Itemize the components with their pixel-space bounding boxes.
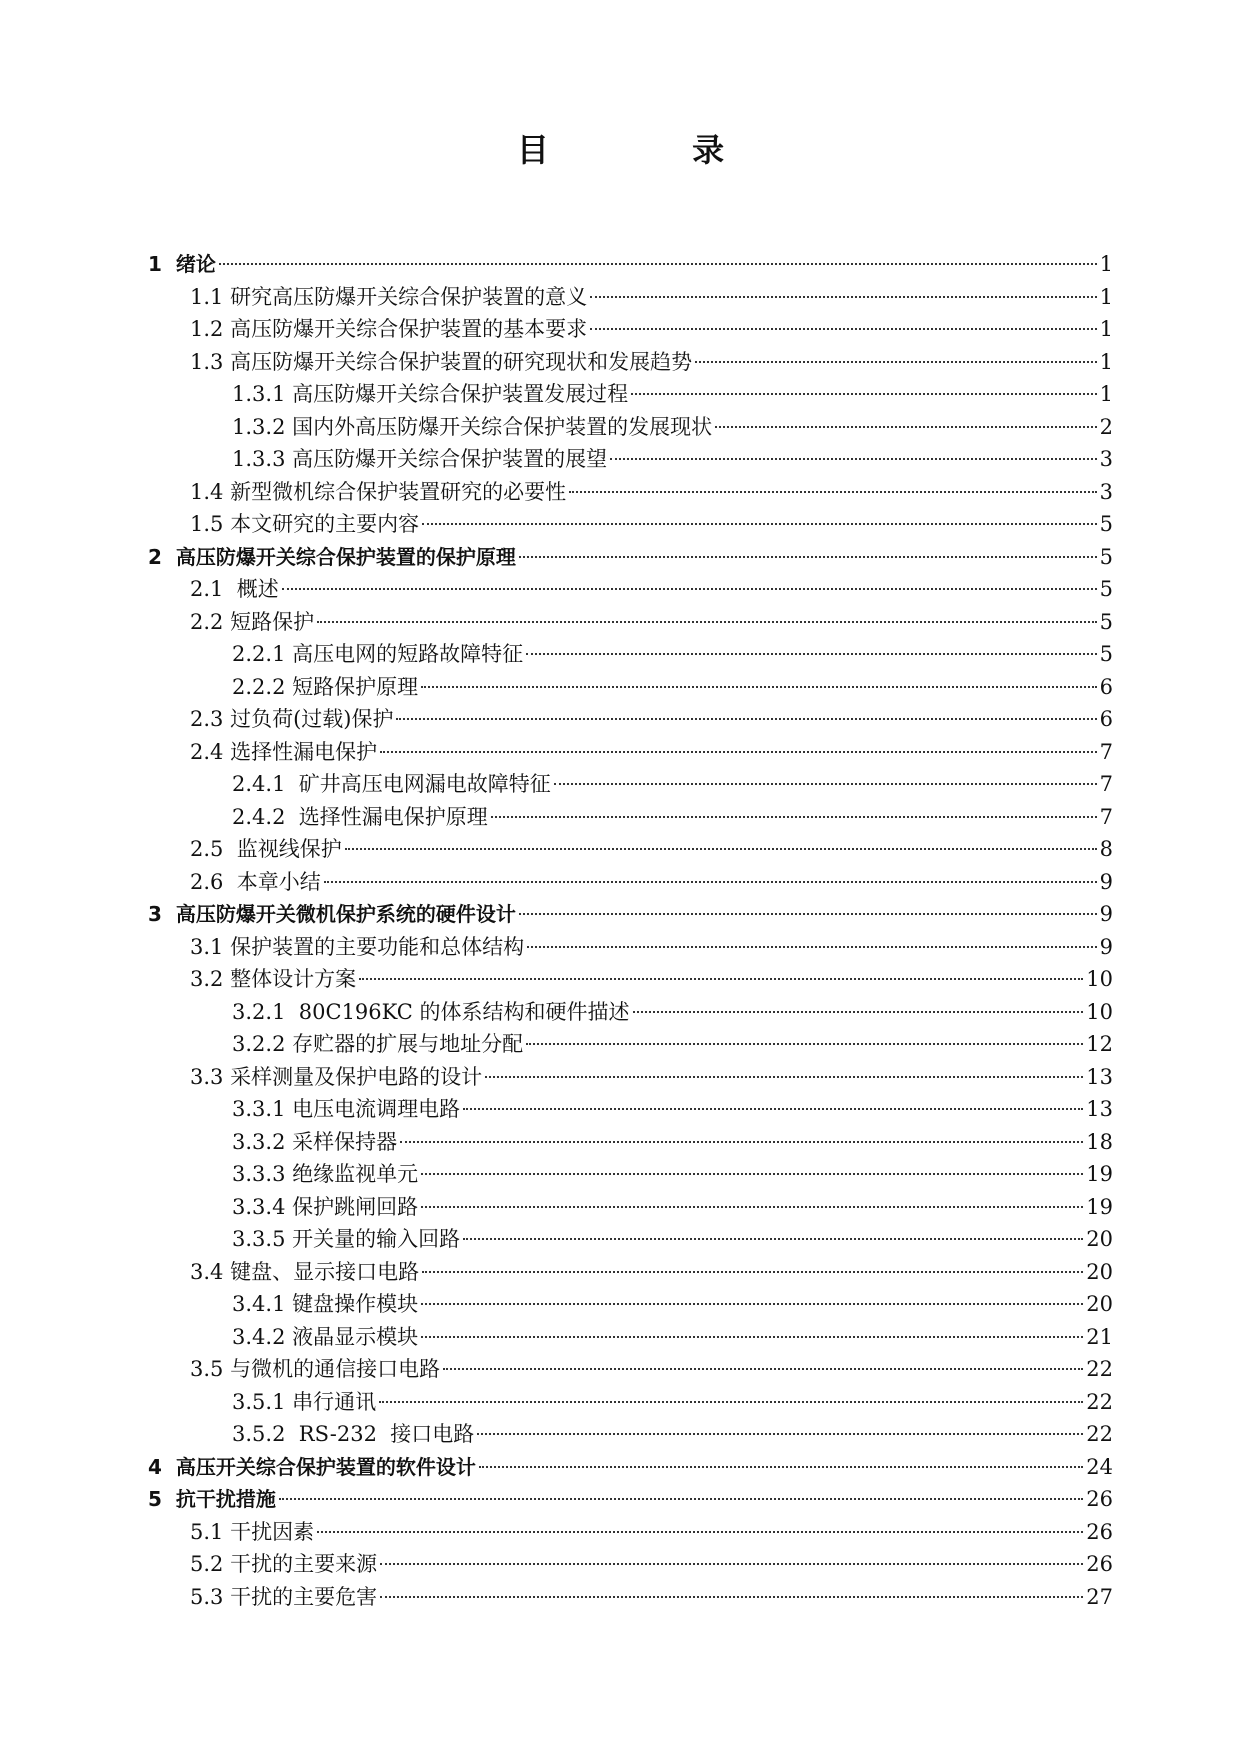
toc-entry-level-3[interactable] — [148, 1288, 1113, 1321]
toc-entry-level-3[interactable] — [148, 378, 1113, 411]
toc-entry-label: 2.4.2 选择性漏电保护原理 — [232, 804, 488, 829]
toc-dot-leader — [345, 848, 1097, 850]
toc-entry-label: 5.1 干扰因素 — [190, 1519, 315, 1544]
toc-entry-label: 1.3.3 高压防爆开关综合保护装置的展望 — [232, 447, 608, 471]
toc-page-number: 5 — [1099, 642, 1113, 666]
toc-entry-label: 3.3.4 保护跳闸回路 — [232, 1194, 419, 1219]
toc-page-number: 13 — [1086, 1064, 1113, 1089]
toc-dot-leader — [463, 1108, 1083, 1110]
toc-entry-level-3[interactable] — [148, 411, 1113, 444]
toc-page-number: 18 — [1086, 1129, 1113, 1154]
toc-entry-label: 2.2.1 高压电网的短路故障特征 — [232, 642, 524, 666]
toc-entry-label: 3.3 采样测量及保护电路的设计 — [190, 1064, 483, 1089]
toc-page-number: 1 — [1099, 317, 1113, 341]
toc-entry-label: 3.5 与微机的通信接口电路 — [190, 1357, 441, 1381]
toc-entry-label: 1.3.1 高压防爆开关综合保护装置发展过程 — [232, 382, 629, 406]
toc-entry-label: 1.2 高压防爆开关综合保护装置的基本要求 — [190, 317, 588, 341]
toc-page-number: 10 — [1086, 967, 1113, 991]
toc-page-number: 9 — [1099, 869, 1113, 894]
toc-entry-label: 3.1 保护装置的主要功能和总体结构 — [190, 934, 525, 959]
toc-entry-label: 1.4 新型微机综合保护装置研究的必要性 — [190, 479, 567, 504]
toc-entry-level-2[interactable] — [148, 1061, 1113, 1094]
toc-entry-label: 2.4.1 矿井高压电网漏电故障特征 — [232, 772, 551, 796]
toc-dot-leader — [463, 1238, 1083, 1240]
toc-page-number: 6 — [1099, 707, 1113, 731]
toc-dot-leader — [554, 783, 1097, 785]
toc-dot-leader — [422, 523, 1097, 525]
toc-entry-label: 1.3 高压防爆开关综合保护装置的研究现状和发展趋势 — [190, 349, 693, 374]
toc-entry-level-1[interactable] — [148, 1451, 1113, 1484]
toc-dot-leader — [279, 1498, 1083, 1500]
page-title: 目 录 — [516, 131, 791, 169]
toc-dot-leader — [421, 686, 1097, 688]
toc-page-number: 10 — [1086, 999, 1113, 1024]
toc-page-number: 2 — [1099, 414, 1113, 439]
toc-dot-leader — [631, 393, 1097, 395]
toc-dot-leader — [421, 1336, 1083, 1338]
toc-dot-leader — [479, 1466, 1083, 1468]
toc-entry-label: 2.4 选择性漏电保护 — [190, 739, 378, 764]
toc-entry-label: 2.1 概述 — [190, 577, 279, 601]
toc-entry-level-3[interactable] — [148, 1028, 1113, 1061]
toc-page-number: 7 — [1099, 739, 1113, 764]
toc-entry-level-2[interactable] — [148, 508, 1113, 541]
toc-entry-level-2[interactable] — [148, 1353, 1113, 1386]
toc-dot-leader — [610, 458, 1097, 460]
toc-entry-level-2[interactable] — [148, 573, 1113, 606]
toc-page-number: 26 — [1086, 1487, 1113, 1511]
toc-dot-leader — [491, 816, 1097, 818]
toc-entry-label: 3.4 键盘、显示接口电路 — [190, 1259, 420, 1284]
toc-entry-label: 5.2 干扰的主要来源 — [190, 1552, 378, 1576]
toc-dot-leader — [590, 296, 1097, 298]
toc-page-number: 20 — [1086, 1227, 1113, 1251]
toc-page-number: 13 — [1086, 1097, 1113, 1121]
toc-entry-level-2[interactable] — [148, 606, 1113, 639]
toc-entry-label: 5.3 干扰的主要危害 — [190, 1584, 378, 1609]
toc-page-number: 26 — [1086, 1519, 1113, 1544]
toc-page-number: 1 — [1099, 252, 1113, 276]
toc-entry-label: 1.1 研究高压防爆开关综合保护装置的意义 — [190, 284, 588, 309]
toc-page-number: 19 — [1086, 1162, 1113, 1186]
table-of-contents — [148, 248, 1113, 1613]
toc-entry-label: 2.5 监视线保护 — [190, 837, 342, 861]
toc-dot-leader — [359, 978, 1083, 980]
toc-entry-level-3[interactable] — [148, 638, 1113, 671]
toc-entry-level-2[interactable] — [148, 476, 1113, 509]
toc-entry-level-2[interactable] — [148, 313, 1113, 346]
toc-entry-label: 3.4.1 键盘操作模块 — [232, 1292, 419, 1316]
toc-entry-level-3[interactable] — [148, 1321, 1113, 1354]
toc-page-number: 6 — [1099, 674, 1113, 699]
toc-entry-label: 2.6 本章小结 — [190, 869, 321, 894]
toc-dot-leader — [527, 946, 1097, 948]
toc-entry-level-1[interactable] — [148, 898, 1113, 931]
toc-page-number: 26 — [1086, 1552, 1113, 1576]
toc-entry-level-3[interactable] — [148, 1223, 1113, 1256]
toc-dot-leader — [519, 556, 1097, 558]
toc-dot-leader — [633, 1011, 1084, 1013]
toc-dot-leader — [317, 621, 1097, 623]
toc-page-number: 1 — [1099, 382, 1113, 406]
toc-entry-level-2[interactable] — [148, 703, 1113, 736]
toc-dot-leader — [380, 751, 1097, 753]
toc-entry-label: 3.5.2 RS-232 接口电路 — [232, 1422, 475, 1446]
toc-dot-leader — [590, 328, 1097, 330]
toc-dot-leader — [324, 881, 1097, 883]
toc-entry-label: 1.5 本文研究的主要内容 — [190, 512, 420, 536]
toc-dot-leader — [282, 588, 1097, 590]
toc-page-number: 8 — [1099, 837, 1113, 861]
toc-entry-level-3[interactable] — [148, 1418, 1113, 1451]
toc-page-number: 1 — [1099, 284, 1113, 309]
toc-page-number: 27 — [1086, 1584, 1113, 1609]
toc-entry-label: 3 高压防爆开关微机保护系统的硬件设计 — [148, 902, 516, 926]
toc-entry-label: 3.3.2 采样保持器 — [232, 1129, 398, 1154]
toc-entry-level-3[interactable] — [148, 996, 1113, 1029]
toc-dot-leader — [219, 263, 1097, 265]
toc-dot-leader — [569, 491, 1097, 493]
toc-page-number: 5 — [1099, 544, 1113, 569]
toc-entry-level-3[interactable] — [148, 443, 1113, 476]
toc-entry-level-2[interactable] — [148, 1581, 1113, 1614]
toc-entry-level-3[interactable] — [148, 768, 1113, 801]
toc-entry-level-2[interactable] — [148, 866, 1113, 899]
toc-dot-leader — [379, 1401, 1083, 1403]
toc-dot-leader — [380, 1596, 1083, 1598]
toc-dot-leader — [526, 653, 1097, 655]
toc-entry-label: 2.3 过负荷(过载)保护 — [190, 707, 394, 731]
toc-entry-level-3[interactable] — [148, 801, 1113, 834]
toc-page-number: 19 — [1086, 1194, 1113, 1219]
toc-page-number: 22 — [1086, 1357, 1113, 1381]
toc-entry-level-2[interactable] — [148, 736, 1113, 769]
toc-page-number: 12 — [1086, 1032, 1113, 1056]
toc-entry-label: 4 高压开关综合保护装置的软件设计 — [148, 1454, 476, 1479]
toc-dot-leader — [519, 913, 1097, 915]
toc-page-number: 9 — [1099, 934, 1113, 959]
toc-entry-label: 3.2.1 80C196KC 的体系结构和硬件描述 — [232, 999, 630, 1024]
toc-dot-leader — [380, 1563, 1083, 1565]
toc-entry-level-3[interactable] — [148, 671, 1113, 704]
toc-entry-label: 2.2 短路保护 — [190, 609, 315, 634]
toc-page-number: 7 — [1099, 772, 1113, 796]
toc-page-number: 3 — [1099, 479, 1113, 504]
toc-dot-leader — [422, 1271, 1083, 1273]
toc-page-number: 20 — [1086, 1259, 1113, 1284]
toc-entry-label: 2.2.2 短路保护原理 — [232, 674, 419, 699]
toc-dot-leader — [695, 361, 1097, 363]
toc-entry-level-2[interactable] — [148, 1256, 1113, 1289]
toc-entry-level-2[interactable] — [148, 833, 1113, 866]
toc-entry-level-3[interactable] — [148, 1158, 1113, 1191]
toc-page-number: 5 — [1099, 512, 1113, 536]
toc-page-number: 20 — [1086, 1292, 1113, 1316]
toc-page-number: 5 — [1099, 609, 1113, 634]
toc-entry-level-2[interactable] — [148, 963, 1113, 996]
toc-dot-leader — [421, 1206, 1083, 1208]
toc-dot-leader — [421, 1173, 1083, 1175]
toc-entry-label: 1 绪论 — [148, 252, 216, 276]
toc-entry-label: 3.3.5 开关量的输入回路 — [232, 1227, 461, 1251]
toc-entry-label: 2 高压防爆开关综合保护装置的保护原理 — [148, 544, 516, 569]
toc-entry-level-2[interactable] — [148, 931, 1113, 964]
toc-entry-level-3[interactable] — [148, 1126, 1113, 1159]
toc-page-number: 5 — [1099, 577, 1113, 601]
toc-entry-level-1[interactable] — [148, 541, 1113, 574]
toc-page-number: 22 — [1086, 1389, 1113, 1414]
toc-entry-level-2[interactable] — [148, 1548, 1113, 1581]
toc-entry-level-2[interactable] — [148, 281, 1113, 314]
toc-dot-leader — [317, 1531, 1083, 1533]
toc-page-number: 22 — [1086, 1422, 1113, 1446]
toc-page-number: 21 — [1086, 1324, 1113, 1349]
toc-page-number: 3 — [1099, 447, 1113, 471]
toc-dot-leader — [400, 1141, 1083, 1143]
toc-entry-label: 1.3.2 国内外高压防爆开关综合保护装置的发展现状 — [232, 414, 713, 439]
toc-page-number: 1 — [1099, 349, 1113, 374]
toc-entry-label: 5 抗干扰措施 — [148, 1487, 276, 1511]
toc-page-number: 24 — [1086, 1454, 1113, 1479]
toc-page-number: 7 — [1099, 804, 1113, 829]
toc-entry-label: 3.3.3 绝缘监视单元 — [232, 1162, 419, 1186]
toc-entry-label: 3.3.1 电压电流调理电路 — [232, 1097, 461, 1121]
toc-entry-label: 3.5.1 串行通讯 — [232, 1389, 377, 1414]
toc-entry-level-2[interactable] — [148, 346, 1113, 379]
toc-dot-leader — [421, 1303, 1083, 1305]
toc-entry-label: 3.2.2 存贮器的扩展与地址分配 — [232, 1032, 524, 1056]
toc-entry-label: 3.4.2 液晶显示模块 — [232, 1324, 419, 1349]
toc-entry-level-3[interactable] — [148, 1191, 1113, 1224]
toc-page-number: 9 — [1099, 902, 1113, 926]
toc-entry-level-2[interactable] — [148, 1516, 1113, 1549]
toc-dot-leader — [526, 1043, 1083, 1045]
toc-dot-leader — [485, 1076, 1083, 1078]
toc-entry-label: 3.2 整体设计方案 — [190, 967, 357, 991]
toc-dot-leader — [715, 426, 1097, 428]
toc-dot-leader — [477, 1433, 1083, 1435]
toc-dot-leader — [396, 718, 1096, 720]
toc-entry-level-3[interactable] — [148, 1093, 1113, 1126]
toc-entry-level-1[interactable] — [148, 248, 1113, 281]
toc-entry-level-3[interactable] — [148, 1386, 1113, 1419]
toc-entry-level-1[interactable] — [148, 1483, 1113, 1516]
toc-dot-leader — [443, 1368, 1083, 1370]
